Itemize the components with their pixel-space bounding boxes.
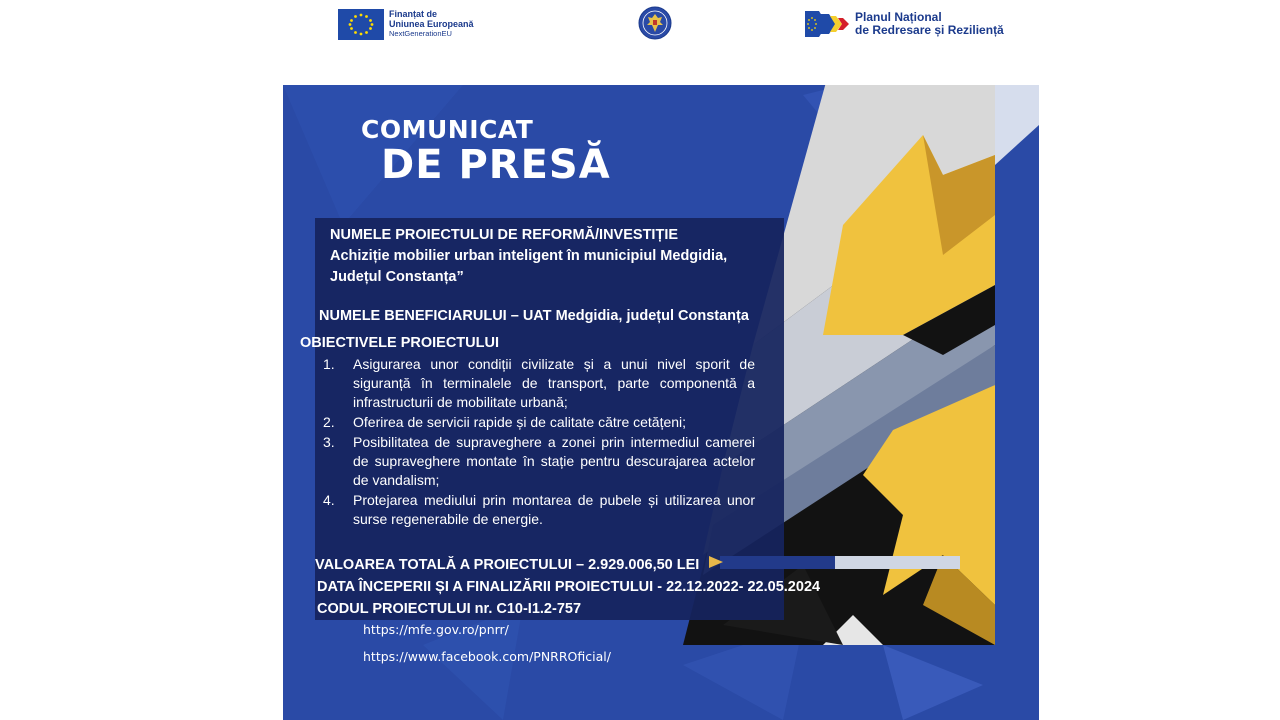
decorative-bar-dark [720, 556, 835, 569]
beneficiary-line: NUMELE BENEFICIARULUI – UAT Medgidia, județul Constanța [319, 308, 749, 324]
mfe-link[interactable]: https://mfe.gov.ro/pnrr/ [363, 622, 509, 637]
arrow-icon [709, 556, 723, 568]
eu-flag-icon [338, 9, 384, 40]
project-label: NUMELE PROIECTULUI DE REFORMĂ/INVESTIȚIE [330, 227, 679, 243]
list-item: 3. Posibilitatea de supraveghere a zonei prin intermediul camerei de supraveghere montate în stație pentru descurajarea actelor de vandalism; [323, 434, 755, 488]
pnrr-arrows-icon [805, 11, 851, 37]
press-release-poster [283, 85, 1039, 720]
project-name: Achiziție mobilier urban inteligent în municipiul Medgidia, Județul Constanța” [330, 248, 728, 285]
pnrr-logo [805, 9, 1004, 39]
objectives-label: OBIECTIVELE PROIECTULUI [300, 335, 499, 351]
eu-logo-line1: Finanțat de [389, 9, 438, 19]
facebook-link[interactable]: https://www.facebook.com/PNRROficial/ [363, 649, 611, 664]
romanian-government-crest-icon [638, 6, 672, 40]
list-item: 1. Asigurarea unor condiții civilizate și a unui nivel sporit de siguranță în terminalele de transport, parte componentă a infrastructurii de mobilitate urbană; [323, 356, 755, 410]
eu-logo-line2: Uniunea Europeană [389, 19, 474, 29]
eu-logo-line3: NextGenerationEU [389, 29, 452, 38]
list-item: 4. Protejarea mediului prin montarea de pubele și utilizarea unor surse regenerabile de energie. [323, 492, 755, 527]
total-value-line: VALOAREA TOTALĂ A PROIECTULUI – 2.929.006,50 LEI [315, 557, 700, 573]
title-line1: COMUNICAT [361, 115, 534, 144]
title-line2: DE PRESĂ [381, 142, 611, 188]
eu-funding-logo [338, 8, 474, 40]
list-item: 2. Oferirea de servicii rapide și de calitate către cetățeni; [323, 414, 687, 430]
pnrr-logo-line2: de Redresare și Reziliență [855, 23, 1004, 37]
project-code-line: CODUL PROIECTULUI nr. C10-I1.2-757 [317, 601, 582, 617]
objectives-list [321, 355, 755, 530]
decorative-bar-light [835, 556, 960, 569]
project-section [330, 225, 780, 288]
project-dates-line: DATA ÎNCEPERII ȘI A FINALIZĂRII PROIECTULUI - 22.12.2022- 22.05.2024 [317, 579, 821, 595]
pnrr-logo-line1: Planul Național [855, 10, 942, 24]
